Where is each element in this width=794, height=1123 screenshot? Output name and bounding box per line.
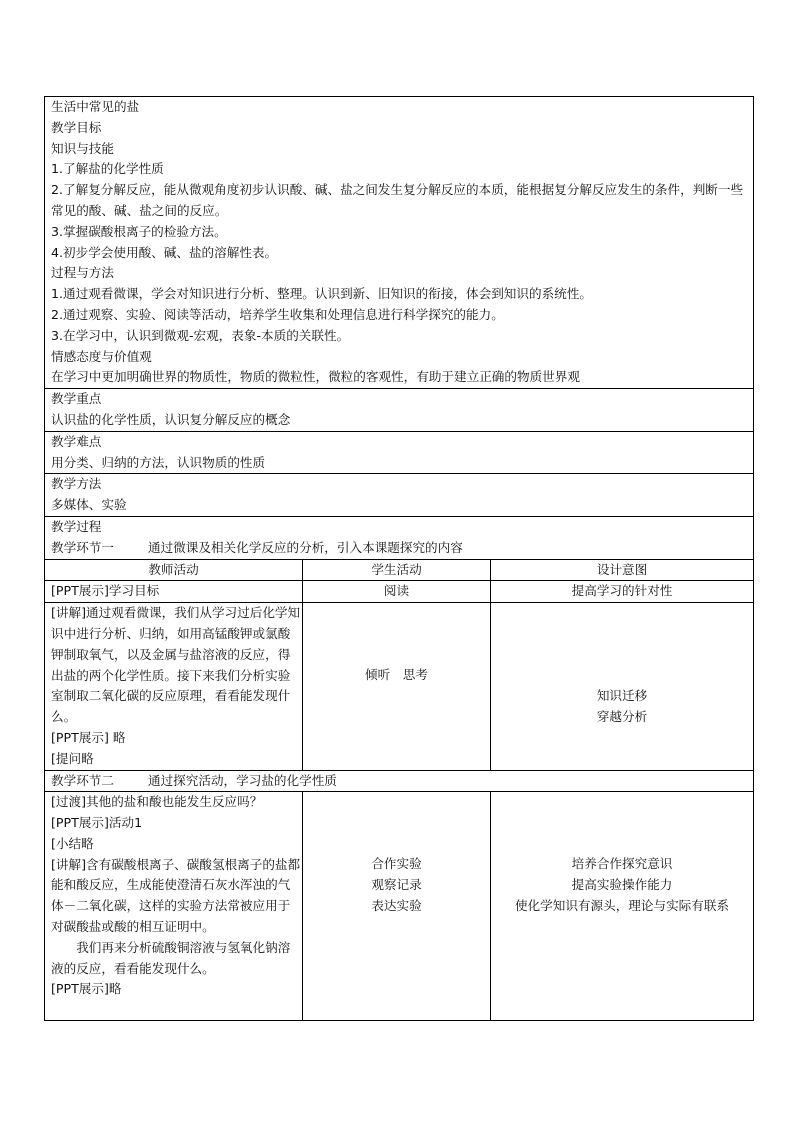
method-row <box>45 474 754 517</box>
row2-student-text: 倾听 思考 <box>365 667 428 683</box>
row2-intent-text: 知识迁移 <box>596 688 648 704</box>
row3-teacher-text: [PPT展示]活动1 <box>51 815 143 831</box>
row3-teacher <box>45 792 303 1021</box>
activity-row-2 <box>45 603 754 770</box>
process2-heading: 教学过程 <box>51 518 102 534</box>
difficulty-heading: 教学难点 <box>51 433 102 449</box>
row2-teacher <box>45 603 303 770</box>
focus-text: 认识盐的化学性质，认识复分解反应的概念 <box>51 411 291 427</box>
row2-teacher-text: [讲解]通过观看微课，我们从学习过后化学知识中进行分析、归纳，如用高锰酸钾或氯酸钾制取氧气，以及金属与盐溶液的反应，得出盐的两个化学性质。接下来我们分析实验室制取二氧化碳的反应原理，看看能发现什么。 <box>51 605 301 725</box>
knowledge-item: 3.掌握碳酸根离子的检验方法。 <box>51 223 227 239</box>
row2-student <box>303 603 491 770</box>
stage2-text: 通过探究活动，学习盐的化学性质 <box>147 772 337 788</box>
activity-row-3 <box>45 792 754 1021</box>
row1-teacher: [PPT展示]学习目标 <box>45 581 303 603</box>
focus-row <box>45 389 754 432</box>
process2-row <box>45 516 754 559</box>
activity-row-1 <box>45 581 754 603</box>
row3-teacher-text: [讲解]含有碳酸根离子、碳酸氢根离子的盐都能和酸反应，生成能使澄清石灰水浑浊的气体－二氧化碳，这样的实验方法常被应用于对碳酸盐或酸的相互证明中。 <box>51 856 301 935</box>
row3-intent-text: 培养合作探究意识 <box>571 856 673 872</box>
row3-student-text: 合作实验 <box>371 856 422 872</box>
stage1-text: 通过微课及相关化学反应的分析，引入本课题探究的内容 <box>147 539 463 555</box>
row3-teacher-text: [小结略 <box>51 835 94 851</box>
difficulty-row <box>45 431 754 474</box>
method-heading: 教学方法 <box>51 476 102 492</box>
row3-intent-text: 使化学知识有源头，理论与实际有联系 <box>514 897 730 913</box>
knowledge-item: 4.初步学会使用酸、碱、盐的溶解性表。 <box>51 244 278 260</box>
stage2-row <box>45 770 754 792</box>
lesson-plan-document <box>44 96 753 1021</box>
row2-teacher-text: [PPT展示] 略 <box>51 729 126 745</box>
stage2-line <box>51 771 753 792</box>
col-student-header: 学生活动 <box>303 559 491 581</box>
knowledge-item: 2.了解复分解反应，能从微观角度初步认识酸、碱、盐之间发生复分解反应的本质，能根据复分解反应发生的条件，判断一些常见的酸、碱、盐之间的反应。 <box>51 182 744 218</box>
process-item: 2.通过观察、实验、阅读等活动，培养学生收集和处理信息进行科学探究的能力。 <box>51 306 504 322</box>
objectives-row <box>45 97 754 389</box>
row1-intent: 提高学习的针对性 <box>491 581 754 603</box>
stage2-label: 教学环节二 <box>51 772 114 788</box>
process-item: 1.通过观看微课，学会对知识进行分析、整理。认识到新、旧知识的衔接，体会到知识的系统性。 <box>51 286 592 302</box>
lesson-title: 生活中常见的盐 <box>51 99 140 114</box>
difficulty-text: 用分类、归纳的方法，认识物质的性质 <box>51 454 266 470</box>
row2-intent <box>491 603 754 770</box>
row3-student-text: 观察记录 <box>371 877 422 893</box>
row3-student <box>303 792 491 1021</box>
row2-intent-text: 穿越分析 <box>596 708 648 724</box>
row2-teacher-text: [提问略 <box>51 750 94 766</box>
column-header-row <box>45 559 754 581</box>
row1-student: 阅读 <box>303 581 491 603</box>
row3-teacher-text: 我们再来分析硫酸铜溶液与氢氧化钠溶液的反应，看看能发现什么。 <box>51 939 291 976</box>
emotion-text: 在学习中更加明确世界的物质性，物质的微粒性，微粒的客观性，有助于建立正确的物质世界观 <box>51 369 580 385</box>
col-intent-header: 设计意图 <box>491 559 754 581</box>
row3-intent <box>491 792 754 1021</box>
process-item: 3.在学习中，认识到微观-宏观，表象-本质的关联性。 <box>51 327 350 343</box>
method-text: 多媒体、实验 <box>51 497 127 513</box>
row3-teacher-text: [过渡]其他的盐和酸也能发生反应吗？ <box>51 794 263 810</box>
emotion-heading: 情感态度与价值观 <box>51 348 152 364</box>
focus-heading: 教学重点 <box>51 391 102 407</box>
col-teacher-header: 教师活动 <box>45 559 303 581</box>
stage1-line <box>51 538 753 559</box>
process-heading: 过程与方法 <box>51 265 114 281</box>
goals-heading: 教学目标 <box>51 119 102 135</box>
row3-teacher-text: [PPT展示]略 <box>51 981 122 997</box>
stage1-label: 教学环节一 <box>51 539 114 555</box>
lesson-plan-table <box>44 96 754 1021</box>
row3-student-text: 表达实验 <box>371 897 422 913</box>
row3-intent-text: 提高实验操作能力 <box>571 877 673 893</box>
knowledge-item: 1.了解盐的化学性质 <box>51 161 164 177</box>
knowledge-heading: 知识与技能 <box>51 140 114 156</box>
